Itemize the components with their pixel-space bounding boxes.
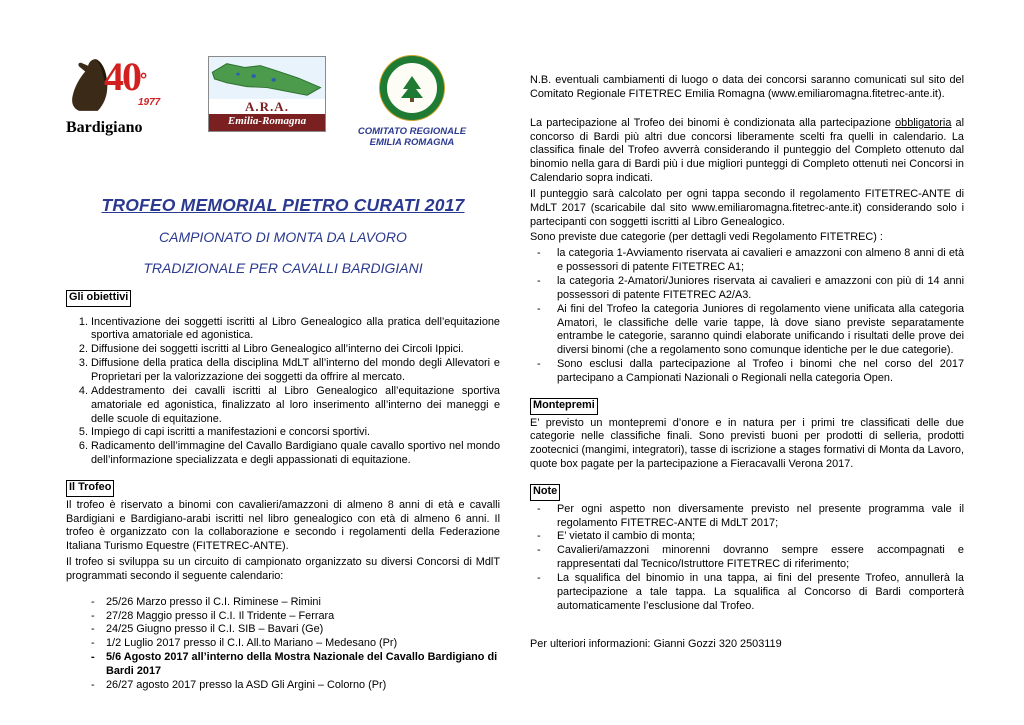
- section-header-trofeo: [66, 480, 500, 497]
- bardigiano-logo-top: [66, 56, 182, 116]
- calendar-item: [66, 610, 500, 624]
- calendar-item-text: 24/25 Giugno presso il C.I. SIB – Bavari (Ge): [106, 623, 324, 636]
- bardigiano-40-mark: [104, 52, 160, 109]
- calendar-item-text: 5/6 Agosto 2017 all’interno della Mostra Nazionale del Cavallo Bardigiano di Bardi 2017: [106, 651, 498, 677]
- list-item: 6. Radicamento dell’immagine del Cavallo Bardigiano quale cavallo sportivo nel mondo dell’informazione specializzata e degli appassionati di equitazione.: [91, 440, 500, 468]
- list-item: 1. Incentivazione dei soggetti iscritti al Libro Genealogico alla pratica dell’equitazione sportiva amatoriale ed agonistica.: [91, 316, 500, 344]
- section-header-montepremi: [530, 398, 964, 415]
- fitetrec-logo: [352, 56, 472, 149]
- note-item: [530, 530, 964, 544]
- trofeo-paragraph-2: Il trofeo si sviluppa su un circuito di campionato organizzato su diversi Concorsi di MdlT programmati secondo il seguente calendario:: [66, 556, 500, 582]
- ara-region-label: Emilia-Romagna: [227, 115, 307, 127]
- list-item: 3. Diffusione della pratica della disciplina MdLT all’interno del mondo degli Allevatori e Proprietari per la valorizzazione dei soggetti da offrire al mercato.: [91, 357, 500, 385]
- emilia-romagna-map-icon: [209, 57, 325, 99]
- note-item: [530, 544, 964, 572]
- categories-intro: Sono previste due categorie (per dettagli vedi Regolamento FITETREC) :: [530, 231, 883, 244]
- section-header-obiettivi: [66, 290, 500, 307]
- document-subtitle-1: CAMPIONATO DI MONTA DA LAVORO: [159, 229, 407, 246]
- trofeo-paragraph: Il trofeo è riservato a binomi con cavalieri/amazzoni di almeno 8 anni di età e cavalli Bardigiani e Bardigiano-arabi iscritti nel libro genealogico con età di almeno 6 anni. Il trofeo è organizzato con la collaborazione e secondo i regolamenti della Federazione Italiana Turismo Equestre (FITETREC-ANTE).: [66, 498, 500, 553]
- degree-symbol: °: [140, 69, 148, 90]
- calendar-item-text: 1/2 Luglio 2017 presso il C.I. All.to Mariano – Medesano (Pr): [106, 637, 398, 650]
- calendar-item: [66, 679, 500, 693]
- comitato-caption-line1: COMITATO REGIONALE: [357, 126, 467, 137]
- note-item-text: La squalifica del binomio in una tappa, ai fini del presente Trofeo, annullerà la partecipazione a tale tappa. La squalifica al Concorso di Bardi comporterà automaticamente l’esclusione dal Trofeo.: [557, 572, 964, 612]
- participation-text-pre: La partecipazione al Trofeo dei binomi è condizionata alla partecipazione: [530, 116, 896, 129]
- right-column: [530, 56, 964, 725]
- calendar-item-text: 25/26 Marzo presso il C.I. Riminese – Rimini: [106, 595, 321, 608]
- category-item: [530, 275, 964, 303]
- calendar-list: [66, 596, 500, 693]
- bardigiano-label: Bardigiano: [66, 119, 143, 136]
- ara-acronym: A.R.A.: [245, 99, 289, 114]
- note-item: [530, 572, 964, 614]
- document-title: TROFEO MEMORIAL PIETRO CURATI 2017: [101, 195, 465, 215]
- category-item-text: Sono esclusi dalla partecipazione al Trofeo i binomi che nel corso del 2017 partecipano a Campionati Nazionali o Regionali nella categoria Open.: [557, 358, 964, 384]
- objectives-list: [66, 316, 500, 468]
- bardigiano-number: 40: [104, 54, 140, 99]
- list-item: 4. Addestramento dei cavalli iscritti al Libro Genealogico all’equitazione sportiva amatoriale ed agonistica, finalizzato al loro inserimento all’interno dei maneggi e delle scuole di equitazione.: [91, 385, 500, 427]
- note-item-text: E’ vietato il cambio di monta;: [557, 530, 696, 543]
- spacer: [530, 102, 964, 115]
- document-subtitle-2: TRADIZIONALE PER CAVALLI BARDIGIANI: [143, 259, 423, 276]
- montepremi-paragraph: E’ previsto un montepremi d’onore e in natura per i primi tre classificati delle due categorie nelle classifiche finali. Sono previsti buoni per prodotti di selleria, prodotti zootecnici (mangimi, integratori), tasse di iscrizione a stages formativi di Monta da Lavoro, quote box pagate per la partecipazione a Fieracavalli Verona 2017.: [530, 416, 964, 471]
- section-header-note: [530, 484, 964, 501]
- categories-list: [530, 247, 964, 385]
- tree-icon: [397, 73, 427, 103]
- nb-paragraph: N.B. eventuali cambiamenti di luogo o data dei concorsi saranno comunicati sul sito del Comitato Regionale FITETREC Emilia Romagna (www.emiliaromagna.fitetrec-ante.it).: [530, 74, 964, 100]
- list-item: 5. Impiego di capi iscritti a manifestazioni e concorsi sportivi.: [91, 426, 500, 440]
- logos-row: [66, 56, 500, 160]
- ara-region-band: [209, 114, 325, 131]
- note-item: [530, 503, 964, 531]
- category-item-text: la categoria 2-Amatori/Juniores riservata ai cavalieri e amazzoni con più di 14 anni possessori di patente FITETREC A2/A3.: [557, 274, 964, 301]
- category-item: [530, 358, 964, 386]
- calendar-item-text: 27/28 Maggio presso il C.I. Il Tridente – Ferrara: [106, 609, 335, 622]
- participation-paragraph: [530, 117, 964, 186]
- note-item-text: Per ogni aspetto non diversamente previsto nel presente programma vale il regolamento FITETREC-ANTE di MdLT 2017;: [557, 502, 964, 529]
- section-header-trofeo-label: Il Trofeo: [66, 480, 114, 497]
- bardigiano-year: 1977: [138, 96, 161, 108]
- left-column: [66, 56, 500, 725]
- section-header-note-label: Note: [530, 484, 560, 501]
- score-paragraph: Il punteggio sarà calcolato per ogni tappa secondo il regolamento FITETREC-ANTE di MdLT 2017 (scaricabile dal sito www.emiliaromagna.fitetrec-ante.it) considerando solo i partecipanti con soggetti iscritti al Libro Genealogico.: [530, 187, 964, 228]
- calendar-item: [66, 623, 500, 637]
- category-item: [530, 247, 964, 275]
- calendar-item: [66, 637, 500, 651]
- calendar-item-bardi: [66, 651, 500, 679]
- fitetrec-emblem-icon: [380, 56, 444, 120]
- category-item-text: la categoria 1-Avviamento riservata ai cavalieri e amazzoni con almeno 8 anni di età e possessori di patente FITETREC A1;: [557, 247, 964, 274]
- list-item: 2. Diffusione dei soggetti iscritti al Libro Genealogico all’interno dei Circoli Ippici.: [91, 343, 500, 357]
- note-item-text: Cavalieri/amazzoni minorenni dovranno sempre essere accompagnati e rappresentati dal Tecnico/Istruttore FITETREC di riferimento;: [557, 544, 964, 571]
- section-header-montepremi-label: Montepremi: [530, 398, 598, 415]
- calendar-item: [66, 596, 500, 610]
- category-item-text: Ai fini del Trofeo la categoria Juniores di regolamento viene unificata alla categoria Amatori, le classifiche delle varie tappe, là dove siano previste separatamente entrambe le categorie, saranno quindi elaborate unificando i risultati delle prove dei diversi binomi (che a regolamento sono comunque identiche per le due categorie).: [557, 302, 964, 357]
- contact-line: Per ulteriori informazioni: Gianni Gozzi 320 2503119: [530, 637, 782, 650]
- calendar-item-text: 26/27 agosto 2017 presso la ASD Gli Argini – Colorno (Pr): [106, 678, 387, 691]
- ara-logo: [208, 56, 326, 132]
- participation-text-post: al concorso di Bardi più altri due concorsi liberamente scelti fra quelli in calendario. La classifica finale del Trofeo avverrà considerando il punteggio del Completo ottenuto dal binomio nella gara di Bardi più i due migliori punteggi di Completo ottenuti nei Concorsi in Calendario sopra indicati.: [530, 116, 964, 185]
- section-header-obiettivi-label: Gli obiettivi: [66, 290, 131, 307]
- underlined-word: obbligatoria: [895, 116, 952, 129]
- category-item: [530, 303, 964, 358]
- comitato-caption-line2: EMILIA ROMAGNA: [369, 137, 455, 149]
- notes-list: [530, 503, 964, 614]
- bardigiano-logo: [66, 56, 182, 138]
- comitato-caption: [358, 126, 466, 149]
